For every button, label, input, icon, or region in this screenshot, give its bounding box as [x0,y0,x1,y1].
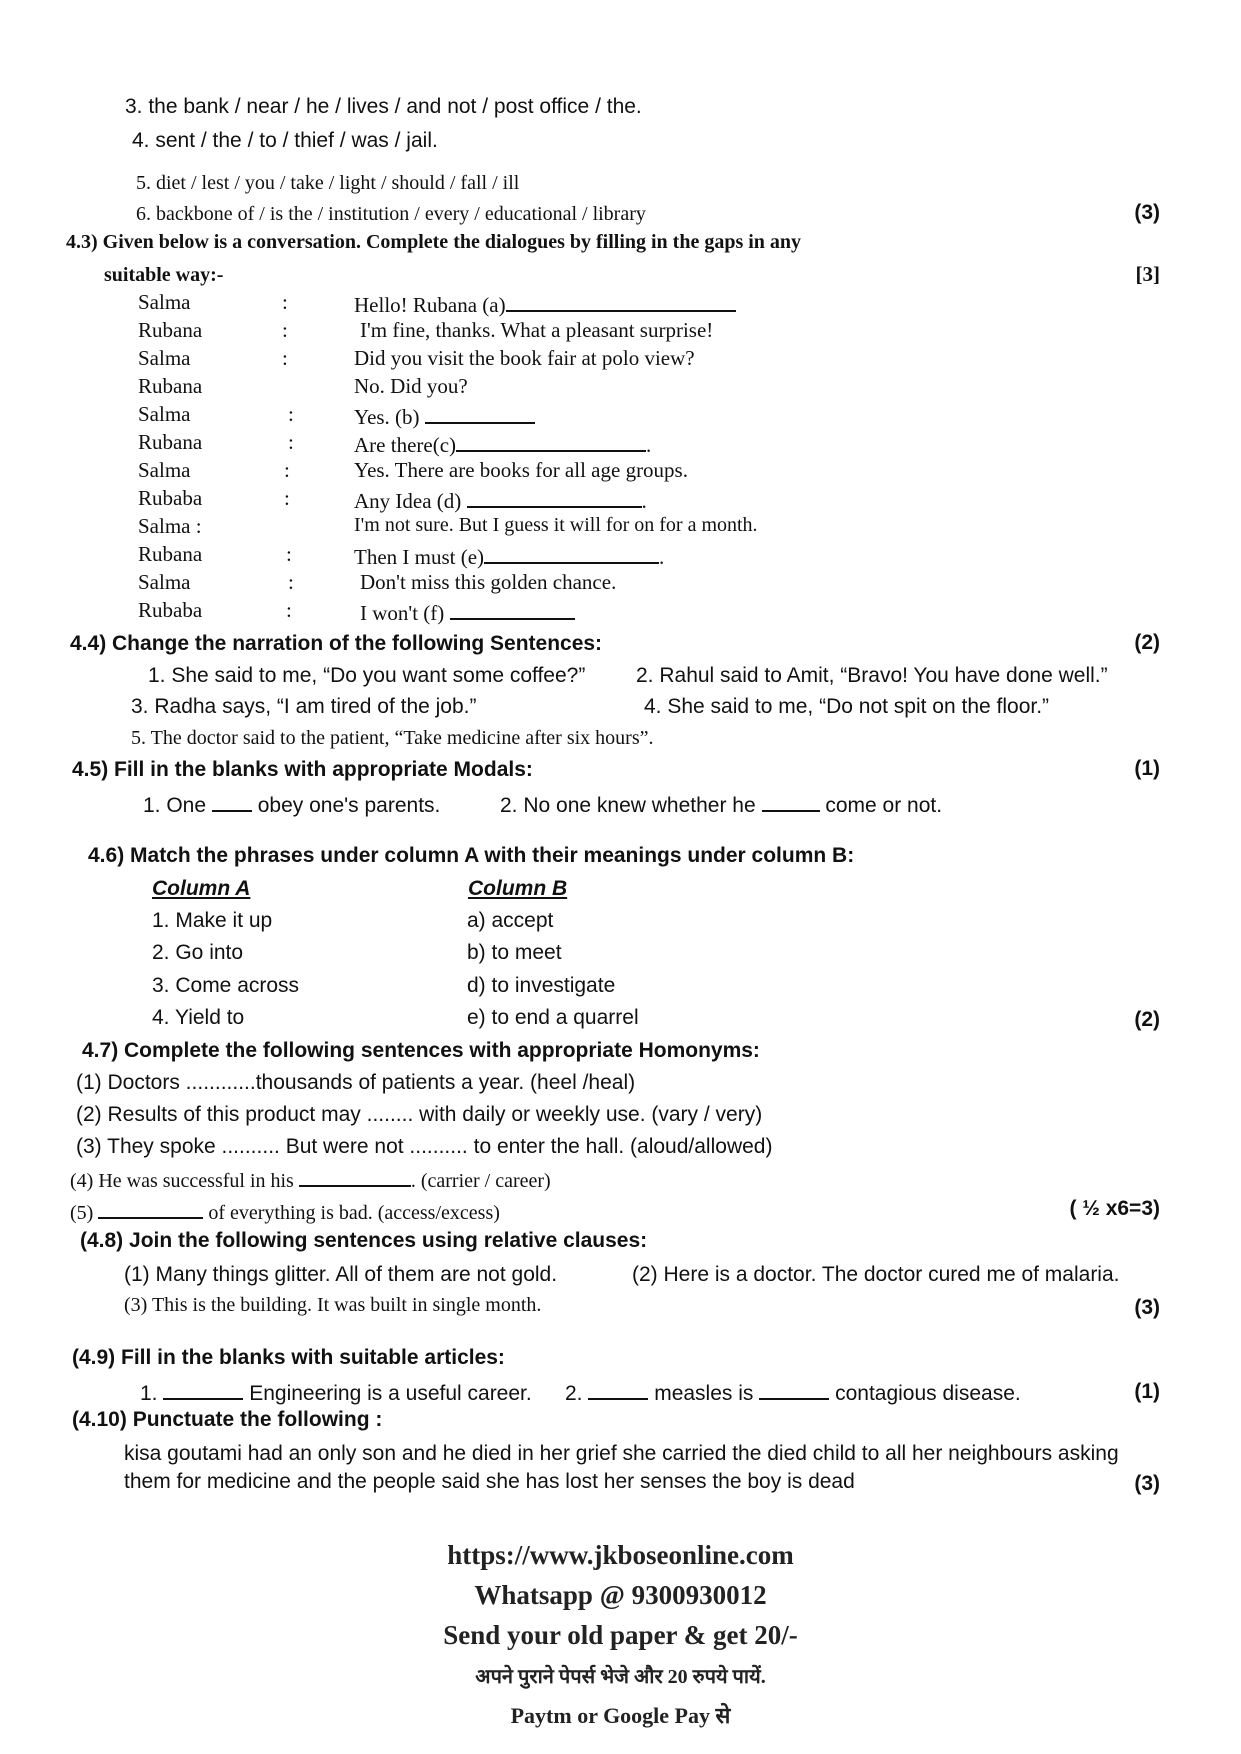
colon: : [284,486,290,510]
q44-sentence-4: 4. She said to me, “Do not spit on the floor.” [644,695,1050,718]
article-blank-2[interactable] [588,1378,648,1400]
article-blank-3[interactable] [759,1378,829,1400]
q45-sentence-1 [143,790,440,819]
jumbled-item-6: 6. backbone of / is the / institution / every / educational / library [136,203,646,225]
homonym-line-4 [70,1165,551,1194]
homonym-5-end: of everything is bad. (access/excess) [208,1202,500,1224]
colon: : [284,458,290,482]
q410-passage-line-1: kisa goutami had an only son and he died in her grief she carried the died child to all her neighbours asking [124,1442,1119,1465]
dialogue-line: Don't miss this golden chance. [360,570,617,594]
q47-marks: ( ½ x6=3) [1069,1197,1160,1220]
q48-heading: (4.8) Join the following sentences using relative clauses: [80,1229,648,1252]
jumbled-marks: (3) [1134,201,1160,224]
dialogue-text [354,402,535,430]
modal-blank-1[interactable] [212,790,252,812]
q45-heading: 4.5) Fill in the blanks with appropriate Modals: [72,758,533,781]
q49-s2-mid: measles is [654,1382,754,1405]
q43-marks: [3] [1135,262,1160,286]
q44-sentence-5: 5. The doctor said to the patient, “Take medicine after six hours”. [131,727,654,749]
q49-sentence-1 [140,1378,532,1407]
gap-e[interactable] [484,542,659,564]
column-b-item: a) accept [467,909,554,932]
speaker: Rubaba [138,486,203,510]
footer-url[interactable]: https://www.jkboseonline.com [447,1540,794,1570]
dialogue-line: Are there(c) [354,433,457,457]
q45-sentence-2 [500,790,942,819]
q48-sentence-2: (2) Here is a doctor. The doctor cured me of malaria. [632,1263,1120,1286]
homonym-line-2: (2) Results of this product may ........ with daily or weekly use. (vary / very) [76,1103,763,1126]
q44-heading: 4.4) Change the narration of the following Sentences: [70,632,603,655]
q49-heading: (4.9) Fill in the blanks with suitable articles: [72,1346,505,1369]
q46-marks: (2) [1134,1008,1160,1031]
column-a-header: Column A [152,877,251,900]
modal-blank-2[interactable] [762,790,820,812]
q49-s2-num: 2. [565,1382,583,1405]
dialogue-line: Yes. There are books for all age groups. [354,458,688,482]
column-a-item: 1. Make it up [152,909,273,932]
q45-s2-end: come or not. [825,794,943,817]
gap-c[interactable] [456,430,646,452]
speaker: Rubana [138,374,203,398]
dialogue-text [354,290,736,318]
dialogue-text: Any Idea (d) . [354,486,647,514]
footer-whatsapp: Whatsapp @ 9300930012 [474,1580,767,1610]
speaker: Salma [138,402,191,426]
dialogue-line: No. Did you? [354,374,468,398]
q48-marks: (3) [1134,1296,1160,1319]
q43-heading-2: suitable way:- [104,264,224,286]
article-blank-1[interactable] [163,1378,243,1400]
homonym-4-end: . (carrier / career) [410,1170,551,1192]
speaker: Rubana [138,430,203,454]
q410-heading: (4.10) Punctuate the following : [72,1408,383,1431]
column-a-item: 2. Go into [152,941,244,964]
column-b-item: e) to end a quarrel [467,1006,639,1029]
colon: : [282,290,288,314]
column-b-header: Column B [468,877,568,900]
column-a-item: 3. Come across [152,974,300,997]
speaker: Salma : [138,514,202,538]
dialogue-line: I won't (f) [360,601,445,625]
q49-s1-num: 1. [140,1382,158,1405]
footer-hindi: अपने पुराने पेपर्स भेजे और 20 रुपये पायें. [475,1666,766,1688]
speaker: Salma [138,458,191,482]
dialogue-line: Did you visit the book fair at polo view? [354,346,695,370]
homonym-5-start: (5) [70,1202,94,1224]
q49-marks: (1) [1134,1380,1160,1403]
q47-heading: 4.7) Complete the following sentences with appropriate Homonyms: [82,1039,760,1062]
footer-offer: Send your old paper & get 20/- [443,1620,798,1650]
q49-s2-end: contagious disease. [835,1382,1021,1405]
dialogue-text: Are there(c) . [354,430,651,458]
jumbled-item-5: 5. diet / lest / you / take / light / should / fall / ill [136,172,520,194]
q43-heading: 4.3) Given below is a conversation. Complete the dialogues by filling in the gaps in any [66,231,802,253]
homonym-blank-5[interactable] [98,1197,203,1219]
column-b-item: b) to meet [467,941,562,964]
colon: : [286,542,292,566]
column-a-item: 4. Yield to [152,1006,245,1029]
q44-marks: (2) [1134,631,1160,654]
q410-marks: (3) [1134,1472,1160,1495]
speaker: Salma [138,570,191,594]
homonym-line-3: (3) They spoke .......... But were not .......... to enter the hall. (aloud/allowed) [76,1135,773,1158]
speaker: Rubaba [138,598,203,622]
dialogue-line: Hello! Rubana (a) [354,293,506,317]
q44-sentence-1: 1. She said to me, “Do you want some coffee?” [148,664,586,687]
gap-b[interactable] [425,402,535,424]
colon: : [288,402,294,426]
dialogue-line: I'm fine, thanks. What a pleasant surprise! [360,318,714,342]
q48-sentence-3: (3) This is the building. It was built in single month. [124,1294,542,1316]
colon: : [288,570,294,594]
dialogue-text [360,598,575,626]
footer-payment: Paytm or Google Pay से [510,1703,731,1728]
q410-passage-line-2: them for medicine and the people said she has lost her senses the boy is dead [124,1470,855,1493]
homonym-blank-4[interactable] [299,1165,411,1187]
colon: : [288,430,294,454]
speaker: Rubana [138,318,203,342]
speaker: Salma [138,346,191,370]
homonym-line-5 [70,1197,500,1226]
colon: : [282,318,288,342]
dialogue-line: Any Idea (d) [354,489,462,513]
dialogue-line: Yes. (b) [354,405,420,429]
gap-d[interactable] [467,486,642,508]
dialogue-line: Then I must (e) [354,545,485,569]
speaker: Rubana [138,542,203,566]
q45-marks: (1) [1134,757,1160,780]
gap-a[interactable] [506,290,736,312]
gap-f[interactable] [450,598,575,620]
jumbled-item-3: 3. the bank / near / he / lives / and not / post office / the. [125,95,642,118]
q49-sentence-2 [565,1378,1021,1407]
q44-sentence-3: 3. Radha says, “I am tired of the job.” [131,695,477,718]
speaker: Salma [138,290,191,314]
q46-heading: 4.6) Match the phrases under column A with their meanings under column B: [88,844,855,867]
homonym-4-start: (4) He was successful in his [70,1170,294,1192]
homonym-line-1: (1) Doctors ............thousands of patients a year. (heel /heal) [76,1071,636,1094]
q45-s1-start: 1. One [143,794,207,817]
jumbled-item-4: 4. sent / the / to / thief / was / jail. [132,129,438,152]
q45-s2-start: 2. No one knew whether he [500,794,756,817]
colon: : [282,346,288,370]
dialogue-line: I'm not sure. But I guess it will for on for a month. [354,514,758,536]
colon: : [286,598,292,622]
q48-sentence-1: (1) Many things glitter. All of them are not gold. [124,1263,558,1286]
q45-s1-end: obey one's parents. [257,794,441,817]
dialogue-text: Then I must (e) . [354,542,664,570]
q49-s1-text: Engineering is a useful career. [249,1382,532,1405]
column-b-item: d) to investigate [467,974,616,997]
q44-sentence-2: 2. Rahul said to Amit, “Bravo! You have done well.” [636,664,1108,687]
